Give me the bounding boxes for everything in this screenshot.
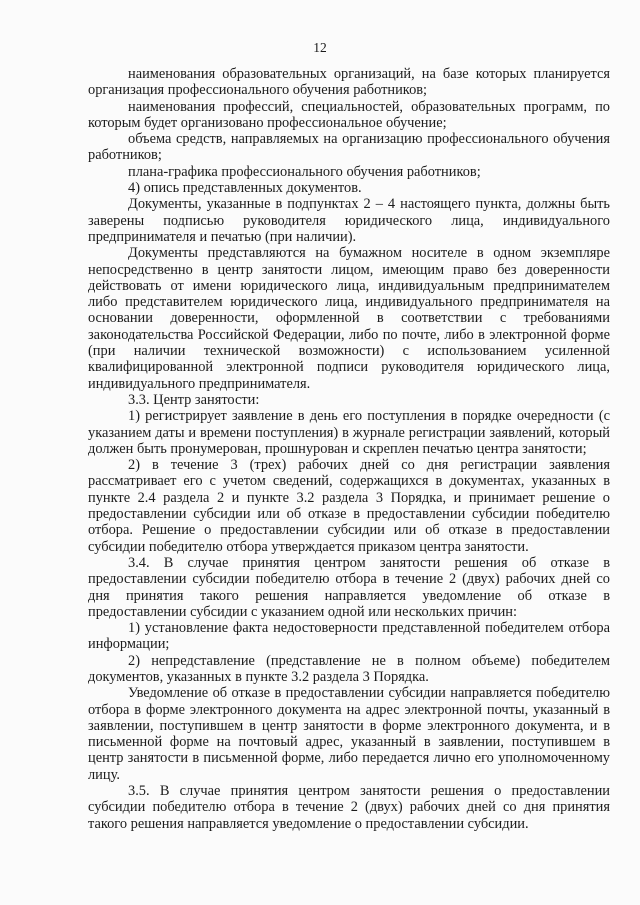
paragraph: 4) опись представленных документов. [128,180,362,197]
page-number: 12 [313,40,327,55]
paragraph: Уведомление об отказе в предоставлении субсидии направляется победителю отбора в форме электронного документа на адрес электронной почты, указанный в заявлении, поступившем в центр занятости в форме электронного документа, и в письменной форме на почтовый адрес, указанный в заявлении, поступившем в центр занятости в письменной форме, либо передается лично его уполномоченному лицу. [88,685,610,783]
paragraph: 1) установление факта недостоверности представленной победителем отбора информации; [88,620,610,653]
paragraph: 3.4. В случае принятия центром занятости решения об отказе в предоставлении субсидии победителю отбора в течение 2 (двух) рабочих дней со дня принятия такого решения направляется уведомление об отказе в предоставлении субсидии с указанием одной или нескольких причин: [88,554,610,620]
paragraph: объема средств, направляемых на организацию профессионального обучения работников; [88,131,610,164]
paragraph: 2) непредставление (представление не в полном объеме) победителем документов, указанных в пункте 3.2 раздела 3 Порядка. [88,652,610,685]
paragraph: 2) в течение 3 (трех) рабочих дней со дня регистрации заявления рассматривает его с учетом сведений, содержащихся в документах, указанных в пункте 2.4 раздела 2 и пункте 3.2 раздела 3 Порядка, и принимает решение о предоставлении субсидии или об отказе в предоставлении субсидии победителю отбора. Решение о предоставлении субсидии или об отказе в предоставлении субсидии победителю отбора утверждается приказом центра занятости. [88,457,610,555]
paragraph: Документы, указанные в подпунктах 2 – 4 настоящего пункта, должны быть заверены подписью руководителя юридического лица, индивидуального предпринимателя и печатью (при наличии). [88,196,610,245]
paragraph: 3.3. Центр занятости: [128,391,260,408]
paragraph: 1) регистрирует заявление в день его поступления в порядке очередности (с указанием даты и времени поступления) в журнале регистрации заявлений, который должен быть пронумерован, прошнурован и скреплен печатью центра занятости; [88,408,610,457]
paragraph: 3.5. В случае принятия центром занятости решения о предоставлении субсидии победителю отбора в течение 2 (двух) рабочих дней со дня принятия такого решения направляется уведомление о предоставлении субсидии. [88,783,610,832]
paragraph: плана-графика профессионального обучения работников; [128,163,481,180]
document-body [88,62,610,832]
paragraph: наименования образовательных организаций, на базе которых планируется организация профессионального обучения работников; [88,66,610,99]
paragraph: Документы представляются на бумажном носителе в одном экземпляре непосредственно в центр занятости лицом, имеющим право без доверенности действовать от имени юридического лица, индивидуальным предпринимателем либо представителем юридического лица, индивидуального предпринимателя на основании доверенности, оформленной в соответствии с требованиями законодательства Российской Федерации, либо по почте, либо в электронной форме (при наличии технической возможности) с использованием усиленной квалифицированной электронной подписи руководителя юридического лица, индивидуального предпринимателя. [88,245,610,392]
paragraph: наименования профессий, специальностей, образовательных программ, по которым будет организовано профессиональное обучение; [88,98,610,131]
